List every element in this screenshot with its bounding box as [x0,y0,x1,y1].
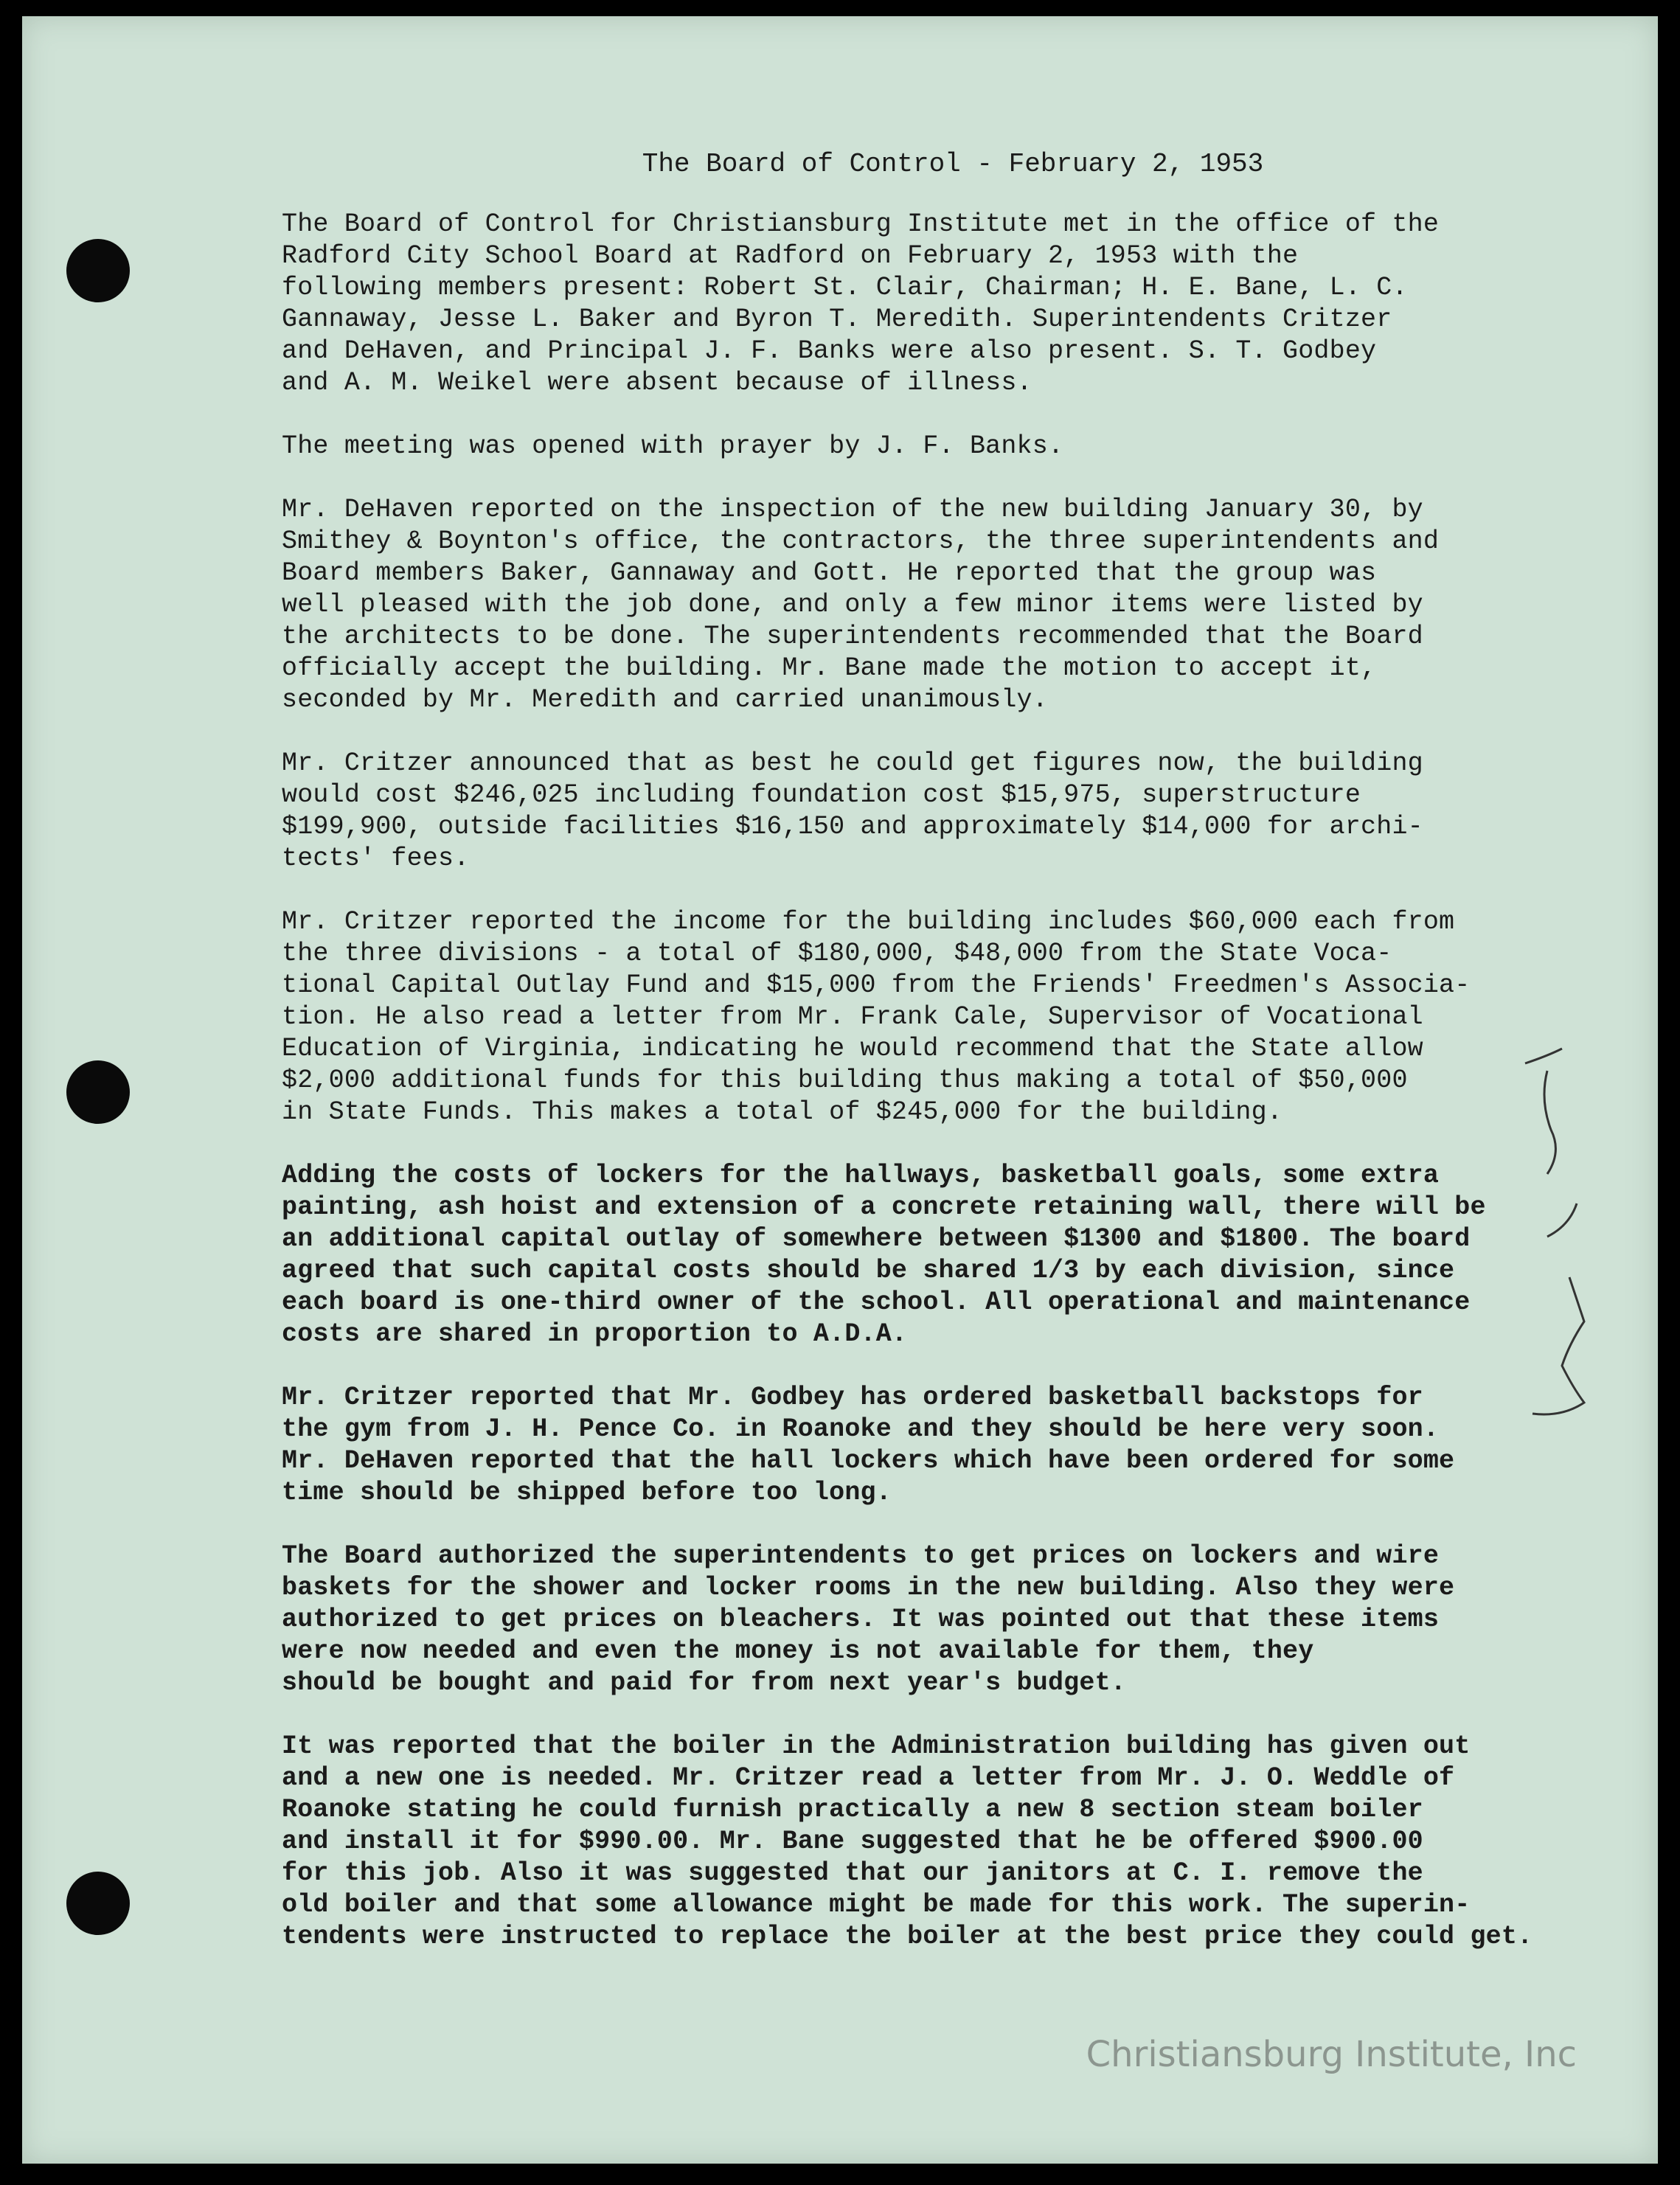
paragraph-prayer: The meeting was opened with prayer by J. F. Banks. [282,431,1064,461]
paragraph-lockers: The Board authorized the superintendents to get prices on lockers and wire baskets for the shower and locker rooms in the new building. Also they were authorized to get prices on bleachers. It was pointed out that these items were now needed and even the money is not available for them, they should be bought and paid for from next year's budget. [282,1541,1455,1698]
binder-hole-top [66,239,130,302]
paragraph-attendance: The Board of Control for Christiansburg Institute met in the office of the Radford City School Board at Radford on February 2, 1953 with the following members present: Robert St. Clair, Chairman; H. E. Bane, L. C. Gannaway, Jesse L. Baker and Byron T. Meredith. Superintendents Critzer and DeHaven, and Principal J. F. Banks were also present. S. T. Godbey and A. M. Weikel were absent because of illness. [282,209,1440,397]
paragraph-costs: Mr. Critzer announced that as best he could get figures now, the building would cost $246,025 including foundation cost $15,975, superstructure $199,900, outside facilities $16,150 and approximately $14,000 for archi- tects' fees. [282,748,1423,873]
paragraph-inspection: Mr. DeHaven reported on the inspection of the new building January 30, by Smithey & Boynton's office, the contractors, the three superintendents and Board members Baker, Gannaway and Gott. He reported that the group was well pleased with the job done, and only a few minor items were listed by the architects to be done. The superintendents recommended that the Board officially accept the building. Mr. Bane made the motion to accept it, seconded by Mr. Meredith and carried unanimously. [282,495,1440,715]
binder-hole-middle [66,1060,130,1124]
page-title: The Board of Control - February 2, 1953 [642,149,1264,179]
watermark: Christiansburg Institute, Inc [1086,2034,1577,2075]
binder-hole-bottom [66,1872,130,1935]
paragraph-capital-outlay: Adding the costs of lockers for the hallways, basketball goals, some extra painting, ash hoist and extension of a concrete retaining wall, there will be an additional capital outlay of somewhere between $1300 and $1800. The board agreed that such capital costs should be shared 1/3 by each division, since each board is one-third owner of the school. All operational and maintenance costs are shared in proportion to A.D.A. [282,1161,1486,1349]
paragraph-backstops: Mr. Critzer reported that Mr. Godbey has ordered basketball backstops for the gym from J. H. Pence Co. in Roanoke and they should be here very soon. Mr. DeHaven reported that the hall lockers which have been ordered for some time should be shipped before too long. [282,1383,1455,1507]
paragraph-boiler: It was reported that the boiler in the Administration building has given out and a new one is needed. Mr. Critzer read a letter from Mr. J. O. Weddle of Roanoke stating he could furnish practically a new 8 section steam boiler and install it for $990.00. Mr. Bane suggested that he be offered $900.00 for this job. Also it was suggested that our janitors at C. I. remove the old boiler and that some allowance might be made for this work. The superin- tendents were instructed to replace the boiler at the best price they could get. [282,1731,1533,1951]
document-page [22,16,1658,2164]
minutes-body [282,149,1587,1984]
paragraph-income: Mr. Critzer reported the income for the building includes $60,000 each from the three divisions - a total of $180,000, $48,000 from the State Voca- tional Capital Outlay Fund and $15,000 from the Friends' Freedmen's Associa- tion. He also read a letter from Mr. Frank Cale, Supervisor of Vocational Education of Virginia, indicating he would recommend that the State allow $2,000 additional funds for this building thus making a total of $50,000 in State Funds. This makes a total of $245,000 for the building. [282,907,1471,1127]
